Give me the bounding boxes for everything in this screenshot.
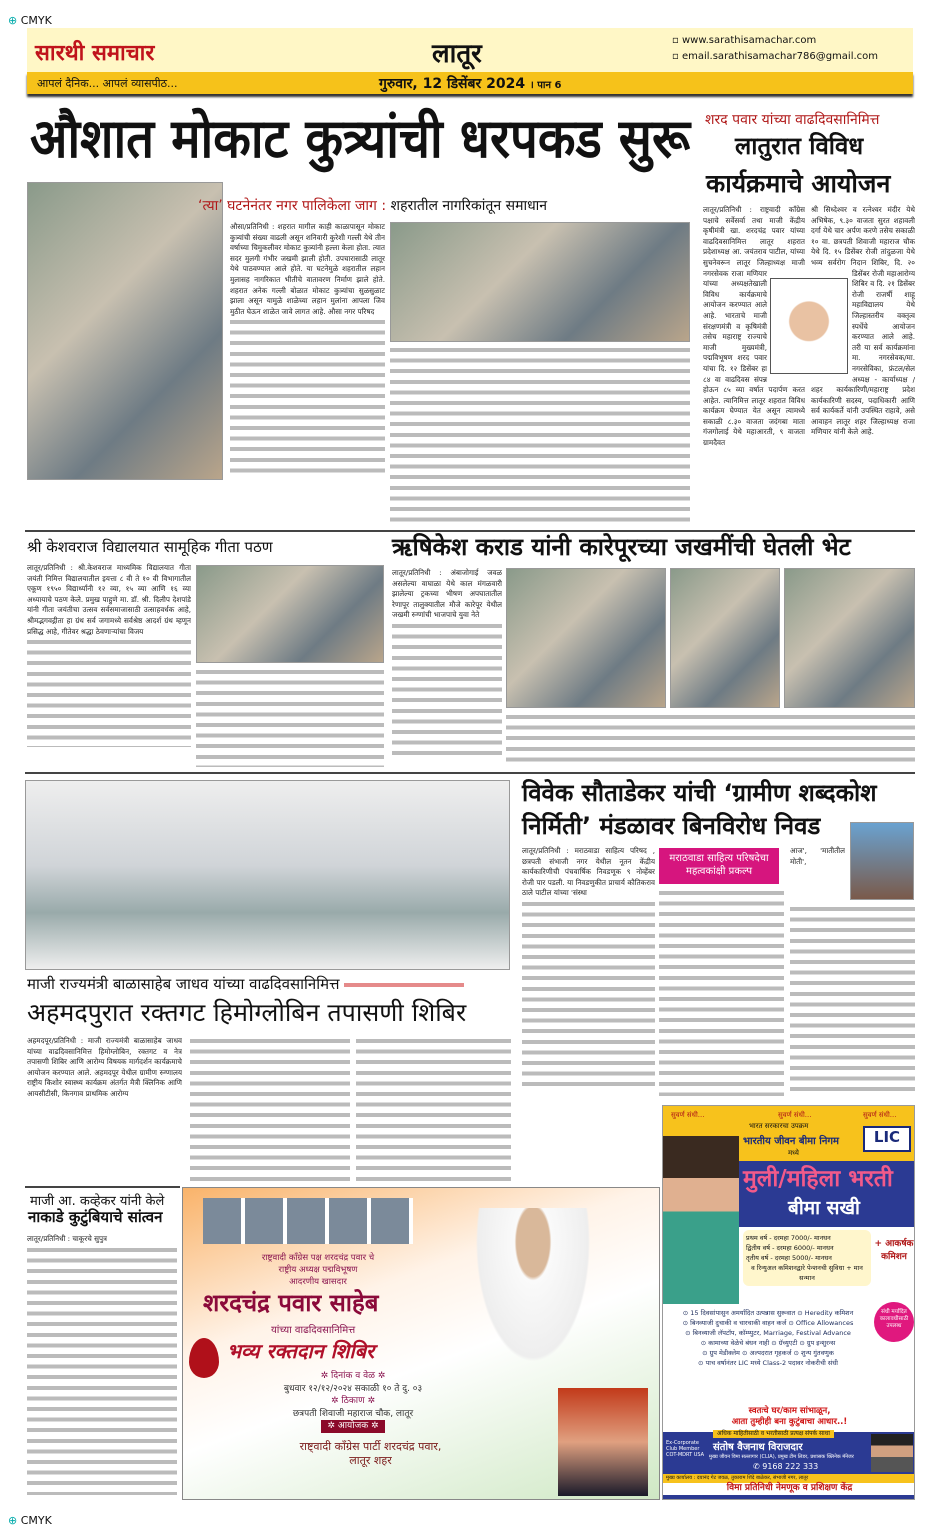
agent-name: संतोष वैजनाथ विराजदार <box>713 1442 803 1453</box>
sautadekar-body-col3 <box>790 904 915 1096</box>
cmyk-mark-bottom: ⊕ CMYK <box>8 1514 52 1527</box>
lead-body-col1: औसा/प्रतिनिधी : शहरात मागील काही काळापासून मोकाट कुत्र्यांची संख्या वाढली असून शनिवारी कुरेशी गल्ली येथे तीन वर्षाच्या चिमुकलीवर मोकाट कुत्र्यांनी हल्ला केला होता. त्यात सदर मुलगी गंभीर जखमी झाली होती. उपचारासाठी लातूर येथे पाठवण्यात आले होते. या घटनेमुळे शहरातील लहान मुलासह नागरिकात भीतीचे वातावरण निर्माण झाले होते. शहरात अनेक गल्ली बोळात मोकाट कुत्र्यांचा सुळसुळाट झाला असून यामुळे शाळेच्या लहान मुलांना आपला जिव मुठीत घेऊन शाळेत जावे लागत आहे. औसा नगर परिषद <box>230 222 385 522</box>
kavhekar-headline-1: माजी आ. कव्हेकर यांनी केले <box>30 1194 165 1209</box>
ad-slogan: स्वतःचे घर/काम सांभाळून, आता तुम्हीही बना कुटुंबाचा आधार..! <box>731 1406 848 1427</box>
pawar-body-col2: श्री सिध्देश्वर व रत्नेश्वर मंदीर येथे अभिषेक, ९.३० वाजता सुरत शहावली दर्गा येथे चार अर्पण करणे तसेच सकाळी १० वा. छत्रपती शिवाजी महाराज चौक येथे दि. १५ डिसेंबर रोजी तांदुळजा येथे भव्य सर्वरोग निदान शिबिर, दि. २० डिसेंबर रोजी महाआरोग्य शिबिर व दि. २१ डिसेंबर रोजी राजर्षी शाहू महाविद्यालय येथे जिल्हास्तरीय वक्तृत्व स्पर्धेचे आयोजन करण्यात आले आहे. तरी या सर्व कार्यक्रमांना मा. नगरसेवक/मा. नगरसेविका, फ्रंटल/सेल अध्यक्ष - कार्याध्यक्ष / शहर कार्यकारिणी/महाराष्ट्र प्रदेश कार्यकारिणी सदस्य, पदाधिकारी आणि सर्व कार्यकर्ते यांनी उपस्थित राहावे, असे आवाहन लातूर शहर जिल्हाध्यक्ष राजा मणियार यांनी केले आहे. <box>811 205 915 437</box>
benefit-list: ⊙ 15 दिवसांपासुन अमर्यादित उत्पन्नास सुरूवात ⊙ Heredity कमिशन ⊙ बिनव्याजी दुचाकी व चारचाकी वाहन कर्ज ⊙ Office Allowances ⊙ बिनव्याजी लॅपटॉप, कॉम्प्युटर, Marriage, Festival Advance ⊙ कामाच्या वेळेचे बंधन नाही ⊙ ग्रॅच्युएटी ⊙ ग्रुप इन्शुरन्स ⊙ ग्रुप मेडीक्लेम ⊙ अल्पदरात गृहकर्ज ⊙ शुन्य गुंतवणुक ⊙ पाच वर्षानंतर LIC मध्ये Class-2 पदावर नोकरीची संधी <box>682 1309 854 1367</box>
project-highlight-box: मराठवाडा साहित्य परिषदेचा महत्वकांक्षी प्रकल्प <box>659 848 779 884</box>
jadhav-kicker: माजी राज्यमंत्री बाळासाहेब जाधव यांच्या वाढदिवसानिमित्त <box>27 974 464 994</box>
sautadekar-headline-1: विवेक सौताडेकर यांची ‘ग्रामीण शब्दकोश <box>522 779 877 807</box>
ad-name: शरदचंद्र पवार साहेब <box>203 1289 379 1317</box>
jadhav-body-col3 <box>356 1036 511 1181</box>
pawar-headline-1: लातुरात विविध <box>735 132 864 160</box>
cmyk-mark-top: ⊕ CMYK <box>8 14 52 27</box>
salary-box: प्रथम वर्ष - दरमहा 7000/- मानधन द्वितीय वर्ष - दरमहा 6000/- मानधन तृतीय वर्ष - दरमहा 5000/- मानधन व रिन्युअल कमिशनद्वारे पेन्शनची सुविधा + मान सन्मान <box>743 1230 871 1286</box>
website-link[interactable]: ▫ www.sarathisamachar.com <box>672 35 817 46</box>
karad-headline: ऋषिकेश कराड यांनी कारेपूरच्या जखमींची घेतली भेट <box>392 533 851 561</box>
health-camp-photo <box>25 780 510 970</box>
kavhekar-body: लातूर/प्रतिनिधी : चाकूरचे सुपुत्र <box>27 1234 177 1499</box>
municipal-team-photo <box>390 222 690 342</box>
lic-ad <box>662 1105 915 1500</box>
ad-org: भारतीय जीवन बीमा निगम <box>743 1136 839 1147</box>
limited-offer-badge: संधी मर्यादित कालावधीसाठी उपलब्ध <box>874 1302 914 1342</box>
pawar-body-col1: लातूर/प्रतिनिधी : राष्ट्रवादी काँग्रेस पक्षाचे सर्वेसर्वा तथा माजी केंद्रीय कृषीमंत्री खा. शरदचंद्र पवार यांच्या वाढदिवसानिमित्त लातूर शहरात प्रदेशाध्यक्ष आ. जयंतराव पाटील, यांच्या सुचनेवरून लातूर जिल्हाध्यक्ष माजी नगरसेवक राजा मणियार यांच्या अध्यक्षतेखाली विविध कार्यक्रमाचे आयोजन करण्यात आले आहे. भारताचे माजी संरक्षणमंत्री व कृषिमंत्री तसेच महाराष्ट्र राज्याचे माजी मुख्यमंत्री, पद्मविभूषण शरद पवार यांचा दि. १२ डिसेंबर हा ८४ वा वाढदिवस संपन्न होऊन ८५ व्या वर्षात पदार्पण करत आहेत. त्यानिमित्त लातूर शहरात विविध कार्यक्रम घेण्यात येत असून त्यामध्ये सकाळी ८.३० वाजता जदंगबा माता गंजगोलाई येथे महाआरती, ९ वाजता ग्रामदैवत <box>703 205 805 448</box>
gita-headline: श्री केशवराज विद्यालयात सामूहिक गीता पठण <box>27 538 273 556</box>
karad-body-col2 <box>506 712 915 768</box>
ad-details: ✲ दिनांक व वेळ ✲ बुधवार १२/१२/२०२४ सकाळी १० ते दु. ०३ ✲ ठिकाण ✲ छत्रपती शिवाजी महाराज चौक, लातूर ✲ आयोजक ✲ <box>283 1371 423 1431</box>
divider <box>25 772 915 774</box>
contact-label: अधिक माहितीसाठी व भरतीसाठी प्रत्यक्ष संपर्क साधा <box>713 1430 834 1438</box>
hospital-visit-photo-2 <box>670 568 780 708</box>
ad-sub: बीमा सखी <box>788 1197 860 1219</box>
ad-gov: भारत सरकारचा उपक्रम <box>749 1122 809 1130</box>
tagline: आपलं दैनिक... आपलं व्यासपीठ... <box>37 77 178 90</box>
agent-title: मुख्य जीवन विमा सल्लागार (CLIA), प्रमुख टीम लिडर, प्रशासक क्लिनेक मॅनेजर <box>709 1454 854 1460</box>
vivek-sautadekar-photo <box>850 822 914 900</box>
edition-name: लातूर <box>432 39 482 69</box>
organizer-photo <box>558 1388 648 1496</box>
ad-tag: सुवर्ण संधी... <box>863 1111 897 1119</box>
jadhav-headline: अहमदपुरात रक्तगट हिमोग्लोबिन तपासणी शिबिर <box>27 998 467 1027</box>
lead-subheadline: ‘त्या’ घटनेनंतर नगर पालिकेला जाग : शहरातील नागरिकांतून समाधान <box>198 198 548 214</box>
sautadekar-side: आज', 'मातीतील मोती', <box>790 846 845 866</box>
ad-intro: राष्ट्रवादी काँग्रेस पक्ष शरदचंद्र पवार चे राष्ट्रीय अध्यक्ष पद्मविभूषण आदरणीय खासदार <box>261 1253 375 1287</box>
ad-tag: सुवर्ण संधी... <box>671 1111 705 1119</box>
ad-headline: मुली/महिला भरती <box>743 1166 893 1192</box>
sautadekar-body-col2 <box>659 888 784 1096</box>
sharad-pawar-image <box>468 1208 598 1378</box>
ad-occasion: यांच्या वाढदिवसानिमित्त <box>271 1325 356 1336</box>
ad-title: भव्य रक्तदान शिबिर <box>227 1339 375 1363</box>
sautadekar-body: लातूर/प्रतिनिधी : मराठवाडा साहित्य परिषद , छत्रपती संभाजी नगर येथील नूतन केंद्रीय कार्यकारिणीची पंचवार्षिक निवडणूक ९ नोव्हेंबर रोजी पार पडली. या निवडणुकीत प्राचार्य कौतिकराव ठाले पाटील यांच्या 'संस्था <box>522 846 655 1096</box>
karad-body: लातूर/प्रतिनिधी : अंबाजोगाई जवळ असलेल्या वाघाळा येथे काल मंगळवारी झालेल्या ट्रकच्या भीषण अपघातातील रेणापूर तालुक्यातील मौजे कारेपूर येथील जखमी रुग्णांची भाजपाचे युवा नेते <box>392 568 502 768</box>
ad-footer: विमा प्रतिनिधी नेमणूक व प्रशिक्षण केंद्र <box>726 1483 853 1493</box>
commission-label: + आकर्षक कमिशन <box>874 1239 914 1262</box>
pawar-kicker: शरद पवार यांच्या वाढदिवसानिमित्त <box>705 112 880 128</box>
masthead <box>27 28 913 72</box>
agent-phone[interactable]: ✆ 9168 222 333 <box>753 1462 819 1471</box>
jadhav-body-col2 <box>190 1036 350 1181</box>
ad-tag: सुवर्ण संधी... <box>778 1111 812 1119</box>
kavhekar-headline-2: नाकाडे कुटुंबियाचे सांत्वन <box>28 1208 163 1226</box>
email-link[interactable]: ▫ email.sarathisamachar786@gmail.com <box>672 51 879 62</box>
divider <box>25 530 915 532</box>
jadhav-body: अहमदपूर/प्रतिनिधी : माजी राज्यमंत्री बाळासाहेब जाधव यांच्या वाढदिवसानिमित्त हिमोग्लोबिन, रक्तगट व नेत्र तपासणी शिबिर आणि आरोग्य विषयक मार्गदर्शन कार्यक्रमाचे आयोजन करण्यात आले. अहमदपूर येथील ग्रामीण रुग्णालय राष्ट्रीय किशोर स्वास्थ्य कार्यक्रम अंतर्गत मैत्री क्लिनिक आणि आयसीटीसी, किनगाव प्राथमिक आरोग्य <box>27 1036 182 1098</box>
hospital-visit-photo-3 <box>784 568 915 708</box>
dog-capture-photo <box>27 182 223 480</box>
gita-event-photo <box>196 565 384 663</box>
date-bar <box>27 72 913 94</box>
hospital-visit-photo-1 <box>506 568 666 708</box>
issue-date: गुरुवार, 12 डिसेंबर 2024 । पान 6 <box>379 76 562 92</box>
lic-logo: LIC <box>863 1126 911 1152</box>
ad-madhe: मध्ये <box>788 1149 799 1157</box>
lead-headline: औशात मोकाट कुत्र्यांची धरपकड सुरू <box>30 107 691 170</box>
sautadekar-headline-2: निर्मिती’ मंडळावर बिनविरोध निवड <box>522 812 821 840</box>
gita-body: लातूर/प्रतिनिधी : श्री.केशवराज माध्यमिक विद्यालयात गीता जयंती निमित्त विद्यालयातील इयत्ता ८ वी ते १० वी विभागातील एकूण १९५० विद्यार्थ्यांनी १२ व्या, १५ व्या आणि १६ व्या अध्यायाचे पठण केले. प्रमुख पाहुणे मा. डॉ. श्री. दिलीप देशपांडे यांनी गीता जयंतीचा उत्सव सर्वसमाजासाठी उत्साहवर्धक आहे, श्रीमद्भगवद्गीता हा ग्रंथ सर्व जगामध्ये सर्वश्रेष्ठ आदर्श ग्रंथ म्हणून प्रसिद्ध आहे, गीतेवर श्रद्धा ठेवणाऱ्यांचा विजय <box>27 563 191 768</box>
club-badge: Ex-Corporate Club Member COT-MDRT USA <box>666 1440 705 1458</box>
blood-donation-ad <box>182 1187 660 1500</box>
gita-body-col2 <box>196 667 384 767</box>
brand-logo: सारथी समाचार <box>35 41 155 66</box>
model-image <box>663 1136 739 1304</box>
lead-body-col2 <box>390 345 690 523</box>
agent-photo <box>871 1434 913 1472</box>
office-address: मुख्य कार्यालय : दयानंद गेट जवळ, तुकाराम शिंदे बाळेकर, संभाजी नगर, लातूर <box>666 1475 809 1481</box>
leaders-photos <box>203 1198 413 1244</box>
pawar-headline-2: कार्यक्रमाचे आयोजन <box>706 169 891 198</box>
divider <box>25 1186 180 1188</box>
ad-organizer: राष्ट्वादी काँग्रेस पार्टी शरदचंद्र पवार, लातूर शहर <box>299 1440 442 1467</box>
